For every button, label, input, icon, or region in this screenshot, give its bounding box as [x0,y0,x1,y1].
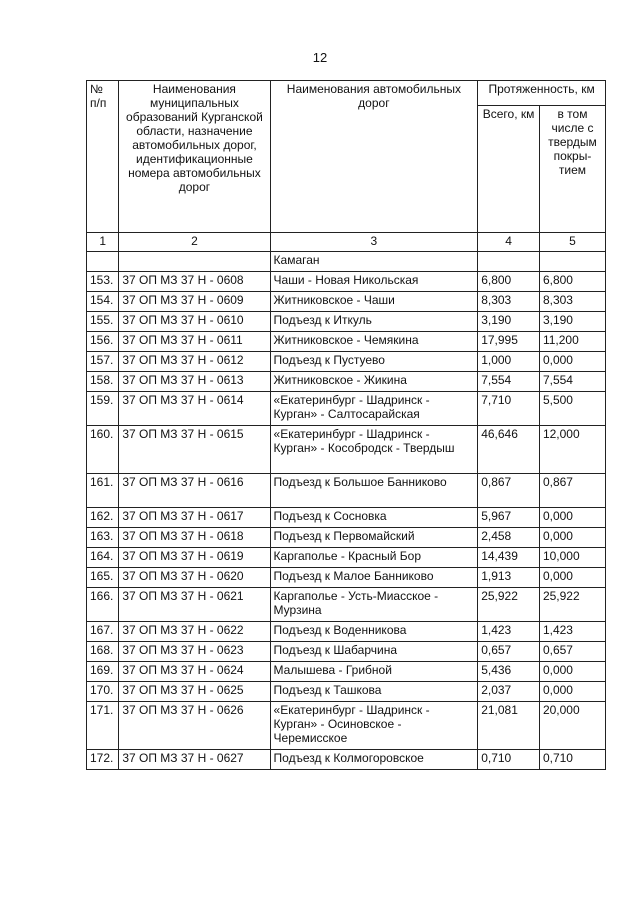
table-row [87,528,606,548]
length-total: 21,081 [478,702,540,750]
table-row [87,508,606,528]
road-name: Чаши - Новая Никольская [270,272,478,292]
header-municipality: Наименования муниципальных образований Курганской области, назначение автомобильных дорог, идентификационные номера автомобильных дорог [119,81,270,233]
length-total: 0,710 [478,750,540,770]
table-row [87,622,606,642]
header-no: № п/п [87,81,119,233]
length-paved: 0,000 [539,568,605,588]
road-name: Малышева - Грибной [270,662,478,682]
length-total: 0,867 [478,474,540,508]
road-id: 37 ОП МЗ 37 Н - 0608 [119,272,270,292]
road-id: 37 ОП МЗ 37 Н - 0615 [119,426,270,474]
page-number: 12 [312,50,328,65]
length-total: 8,303 [478,292,540,312]
table-row [87,750,606,770]
length-paved: 0,867 [539,474,605,508]
length-total: 1,000 [478,352,540,372]
column-number: 1 [87,233,119,252]
length-total: 46,646 [478,426,540,474]
road-name: Каргаполье - Усть-Миасское - Мурзина [270,588,478,622]
road-id: 37 ОП МЗ 37 Н - 0623 [119,642,270,662]
length-total: 17,995 [478,332,540,352]
road-id: 37 ОП МЗ 37 Н - 0617 [119,508,270,528]
row-number: 168. [87,642,119,662]
table-row [87,272,606,292]
road-name: Житниковское - Чаши [270,292,478,312]
road-id: 37 ОП МЗ 37 Н - 0616 [119,474,270,508]
length-paved: 12,000 [539,426,605,474]
roads-table [86,80,606,770]
row-number: 161. [87,474,119,508]
road-name: Подъезд к Колмогоровское [270,750,478,770]
road-id: 37 ОП МЗ 37 Н - 0614 [119,392,270,426]
length-paved: 0,000 [539,528,605,548]
road-name: «Екатеринбург - Шадринск - Курган» - Салтосарайская [270,392,478,426]
length-total: 0,657 [478,642,540,662]
road-id: 37 ОП МЗ 37 Н - 0611 [119,332,270,352]
road-id: 37 ОП МЗ 37 Н - 0613 [119,372,270,392]
road-name: «Екатеринбург - Шадринск - Курган» - Кособродск - Твердыш [270,426,478,474]
length-total: 14,439 [478,548,540,568]
row-number: 160. [87,426,119,474]
table-row [87,702,606,750]
road-id: 37 ОП МЗ 37 Н - 0618 [119,528,270,548]
road-id: 37 ОП МЗ 37 Н - 0620 [119,568,270,588]
row-number: 159. [87,392,119,426]
length-paved: 0,657 [539,642,605,662]
row-number: 153. [87,272,119,292]
road-name: Подъезд к Малое Банниково [270,568,478,588]
row-number: 172. [87,750,119,770]
region-row [87,252,606,272]
table-row [87,568,606,588]
table-row [87,426,606,474]
length-total: 6,800 [478,272,540,292]
table-row [87,662,606,682]
length-total: 1,913 [478,568,540,588]
length-total: 2,458 [478,528,540,548]
table-row [87,372,606,392]
road-id: 37 ОП МЗ 37 Н - 0609 [119,292,270,312]
row-number: 156. [87,332,119,352]
length-paved: 1,423 [539,622,605,642]
table-row [87,588,606,622]
length-paved: 10,000 [539,548,605,568]
table-row [87,474,606,508]
region-name: Камаган [270,252,478,272]
row-number: 163. [87,528,119,548]
road-name: Подъезд к Пустуево [270,352,478,372]
header-total: Всего, км [478,106,540,233]
road-id: 37 ОП МЗ 37 Н - 0619 [119,548,270,568]
row-number: 169. [87,662,119,682]
row-number: 166. [87,588,119,622]
row-number: 162. [87,508,119,528]
road-id: 37 ОП МЗ 37 Н - 0626 [119,702,270,750]
length-total: 5,967 [478,508,540,528]
column-number: 4 [478,233,540,252]
road-name: «Екатеринбург - Шадринск - Курган» - Осиновское - Черемисское [270,702,478,750]
length-total: 5,436 [478,662,540,682]
road-id: 37 ОП МЗ 37 Н - 0625 [119,682,270,702]
road-name: Житниковское - Жикина [270,372,478,392]
road-name: Житниковское - Чемякина [270,332,478,352]
table-header [87,81,606,233]
length-paved: 0,000 [539,352,605,372]
length-paved: 6,800 [539,272,605,292]
road-name: Подъезд к Сосновка [270,508,478,528]
table-body [87,233,606,770]
length-total: 7,554 [478,372,540,392]
road-name: Подъезд к Шабарчина [270,642,478,662]
table-row [87,332,606,352]
table-row [87,548,606,568]
length-paved: 3,190 [539,312,605,332]
road-id: 37 ОП МЗ 37 Н - 0627 [119,750,270,770]
column-numbers-row [87,233,606,252]
row-number: 170. [87,682,119,702]
road-name: Каргаполье - Красный Бор [270,548,478,568]
length-paved: 8,303 [539,292,605,312]
row-number: 158. [87,372,119,392]
row-number: 167. [87,622,119,642]
column-number: 3 [270,233,478,252]
road-name: Подъезд к Большое Банниково [270,474,478,508]
length-paved: 0,710 [539,750,605,770]
table-row [87,642,606,662]
length-total: 25,922 [478,588,540,622]
road-name: Подъезд к Иткуль [270,312,478,332]
table-row [87,682,606,702]
row-number: 171. [87,702,119,750]
length-paved: 0,000 [539,682,605,702]
length-paved: 0,000 [539,662,605,682]
road-name: Подъезд к Первомайский [270,528,478,548]
row-number: 165. [87,568,119,588]
header-paved: в том числе с твердым покры-тием [539,106,605,233]
length-total: 7,710 [478,392,540,426]
length-paved: 25,922 [539,588,605,622]
table-row [87,312,606,332]
row-number: 157. [87,352,119,372]
road-id: 37 ОП МЗ 37 Н - 0622 [119,622,270,642]
row-number: 164. [87,548,119,568]
table-row [87,352,606,372]
length-paved: 11,200 [539,332,605,352]
length-paved: 20,000 [539,702,605,750]
column-number: 5 [539,233,605,252]
length-paved: 7,554 [539,372,605,392]
road-name: Подъезд к Ташкова [270,682,478,702]
road-id: 37 ОП МЗ 37 Н - 0610 [119,312,270,332]
length-paved: 5,500 [539,392,605,426]
road-id: 37 ОП МЗ 37 Н - 0621 [119,588,270,622]
header-road-name: Наименования автомобильных дорог [270,81,478,233]
table-row [87,392,606,426]
header-length: Протяженность, км [478,81,606,106]
road-id: 37 ОП МЗ 37 Н - 0612 [119,352,270,372]
length-paved: 0,000 [539,508,605,528]
road-id: 37 ОП МЗ 37 Н - 0624 [119,662,270,682]
row-number: 154. [87,292,119,312]
length-total: 3,190 [478,312,540,332]
table-row [87,292,606,312]
road-name: Подъезд к Воденникова [270,622,478,642]
row-number: 155. [87,312,119,332]
length-total: 2,037 [478,682,540,702]
column-number: 2 [119,233,270,252]
length-total: 1,423 [478,622,540,642]
